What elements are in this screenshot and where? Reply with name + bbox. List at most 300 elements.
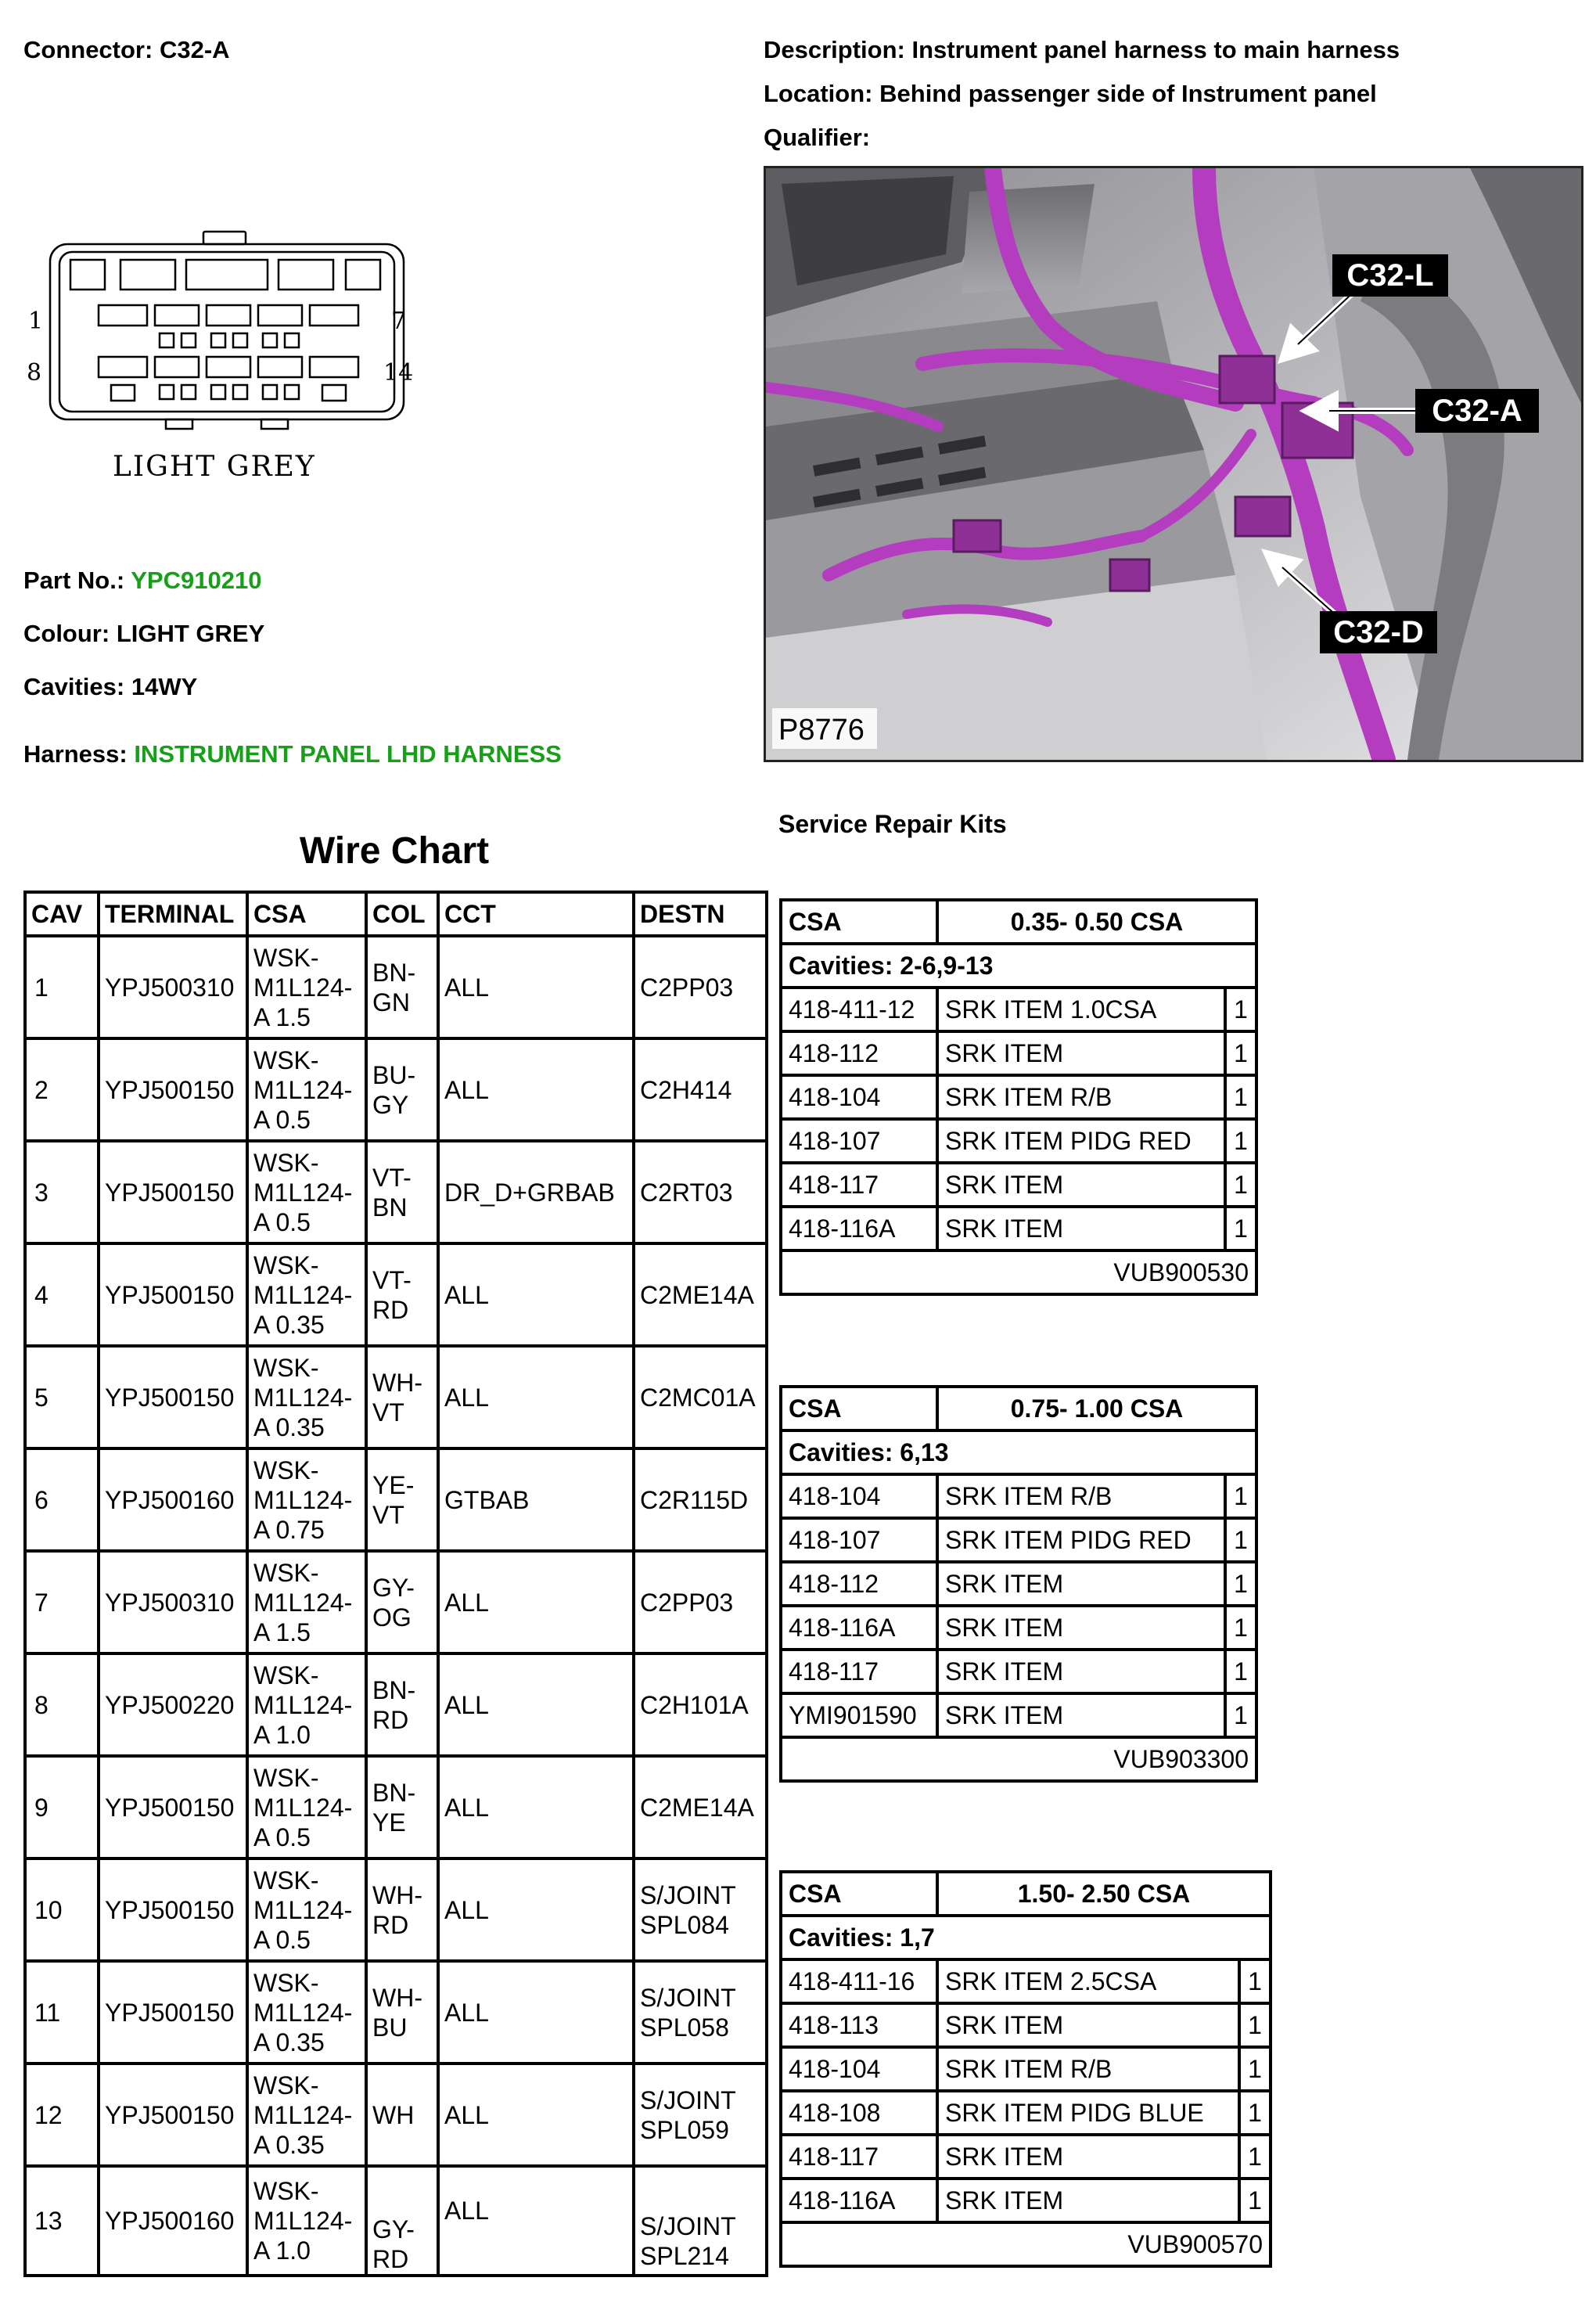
kit-item-qty: 1 [1225, 1650, 1256, 1693]
photo-id: P8776 [778, 714, 864, 747]
cell-terminal-line: YPJ500310 [105, 1588, 235, 1617]
kit-item-row [781, 1119, 1256, 1163]
cell-terminal-line: YPJ500150 [105, 1178, 235, 1207]
cell-col-line: OG [372, 1603, 412, 1632]
cell-destn-line: S/JOINT [640, 1983, 736, 2012]
cell-destn-line: C2MC01A [640, 1383, 756, 1412]
cell-csa-line: M1L124- [253, 1998, 353, 2027]
cell-csa [247, 1858, 366, 1961]
cell-cct-line: ALL [444, 1998, 489, 2027]
cell-csa-line: A 0.5 [253, 1925, 311, 1954]
cell-destn-line: SPL058 [640, 2013, 729, 2042]
harness-label: Harness: [23, 740, 128, 768]
cell-destn-line: S/JOINT [640, 2212, 736, 2240]
kit-item-desc: SRK ITEM [937, 1207, 1225, 1250]
kit-item-qty: 1 [1239, 2179, 1271, 2222]
cell-col-line: BN- [372, 1675, 416, 1704]
cell-cct-line: ALL [444, 2100, 489, 2129]
header-cct: CCT [438, 892, 634, 936]
cell-csa-line: A 0.35 [253, 1310, 325, 1339]
cell-destn [634, 1551, 767, 1653]
cell-col-line: YE- [372, 1470, 415, 1499]
kit-item-qty: 1 [1225, 1518, 1256, 1562]
kit-item-desc: SRK ITEM [937, 1650, 1225, 1693]
kit-item-qty: 1 [1239, 2003, 1271, 2047]
cell-col-line: WH- [372, 1368, 422, 1397]
header-cav: CAV [25, 892, 99, 936]
kit-csa-label: CSA [781, 900, 937, 944]
cell-csa [247, 1653, 366, 1756]
wire-row [25, 1141, 767, 1243]
cell-csa-line: M1L124- [253, 1588, 353, 1617]
kit-cavities-row [781, 944, 1256, 988]
kit-item-qty: 1 [1225, 1207, 1256, 1250]
description-value: Instrument panel harness to main harness [911, 36, 1400, 63]
cell-terminal [99, 1448, 247, 1551]
cell-col-line: RD [372, 1295, 409, 1324]
cell-csa-line: A 1.0 [253, 2236, 311, 2265]
cell-col-line: WH- [372, 1880, 422, 1909]
colour-value: LIGHT GREY [116, 620, 265, 647]
kit-item-desc: SRK ITEM PIDG BLUE [937, 2091, 1239, 2135]
cell-csa-line: A 0.35 [253, 2130, 325, 2159]
kit-csa-range: 0.75- 1.00 CSA [937, 1387, 1256, 1430]
cell-cct-line: ALL [444, 2197, 489, 2225]
wire-row [25, 2166, 767, 2276]
cell-cct-line: ALL [444, 1383, 489, 1412]
kit-item-qty: 1 [1239, 1959, 1271, 2003]
callout-c32-d: C32-D [1333, 615, 1424, 649]
kit-item-qty: 1 [1239, 2091, 1271, 2135]
cell-csa-line: WSK- [253, 1353, 319, 1382]
cell-col-line: RD [372, 2245, 409, 2273]
cell-terminal [99, 1858, 247, 1961]
cell-cct-line: DR_D+GRBAB [444, 1178, 615, 1207]
wire-row [25, 1243, 767, 1346]
kit-item-code: 418-117 [781, 1163, 937, 1207]
cell-destn-line: S/JOINT [640, 1880, 736, 1909]
kit-item-desc: SRK ITEM [937, 1606, 1225, 1650]
location-label: Location: [764, 80, 873, 107]
cell-cct-line: ALL [444, 1588, 489, 1617]
cell-csa [247, 1346, 366, 1448]
kit-item-code: 418-112 [781, 1031, 937, 1075]
cell-csa [247, 1961, 366, 2064]
cell-destn [634, 1448, 767, 1551]
kit-item-row [781, 1207, 1256, 1250]
cell-csa [247, 936, 366, 1038]
cell-csa [247, 1551, 366, 1653]
cell-cav-line: 1 [34, 973, 49, 1002]
kit-item-desc: SRK ITEM PIDG RED [937, 1119, 1225, 1163]
cell-destn-line: S/JOINT [640, 2085, 736, 2114]
kit-item-desc: SRK ITEM PIDG RED [937, 1518, 1225, 1562]
cell-csa-line: M1L124- [253, 1485, 353, 1514]
kit-cavities: Cavities: 1,7 [781, 1916, 1271, 1959]
cell-col-line: GN [372, 988, 410, 1016]
cavities-label: Cavities: [23, 673, 125, 700]
kit-item-desc: SRK ITEM R/B [937, 1474, 1225, 1518]
cell-terminal [99, 1038, 247, 1141]
cell-csa-line: WSK- [253, 2071, 319, 2100]
cell-terminal [99, 1243, 247, 1346]
location-value: Behind passenger side of Instrument panel [879, 80, 1377, 107]
kit-item-row [781, 1693, 1256, 1737]
cell-terminal-line: YPJ500150 [105, 1075, 235, 1104]
cell-col [366, 1448, 438, 1551]
cell-csa-line: M1L124- [253, 973, 353, 1002]
cell-csa-line: A 0.5 [253, 1105, 311, 1134]
kit-item-code: 418-117 [781, 1650, 937, 1693]
cell-csa-line: M1L124- [253, 1793, 353, 1822]
harness-line [23, 740, 562, 768]
connector-label: Connector: [23, 36, 153, 63]
cell-cav-line: 11 [34, 1998, 61, 2027]
kit-item-row [781, 1650, 1256, 1693]
wire-row [25, 2064, 767, 2166]
cell-cav [25, 1346, 99, 1448]
connector-face-svg [22, 227, 429, 493]
harness-value: INSTRUMENT PANEL LHD HARNESS [134, 740, 562, 768]
cell-cav-line: 3 [34, 1178, 49, 1207]
part-no-line [23, 567, 261, 595]
cell-csa [247, 1038, 366, 1141]
wire-chart-header-row [25, 892, 767, 936]
cell-col-line: YE [372, 1808, 406, 1837]
cell-destn [634, 1243, 767, 1346]
cell-cav [25, 1448, 99, 1551]
kit-item-row [781, 2003, 1271, 2047]
cell-terminal [99, 1346, 247, 1448]
cell-cav-line: 9 [34, 1793, 49, 1822]
cell-cct [438, 1756, 634, 1858]
connector-face-drawing [22, 227, 429, 493]
cell-destn-line: C2PP03 [640, 1588, 734, 1617]
cell-cav [25, 1961, 99, 2064]
wire-row [25, 1653, 767, 1756]
kit-csa-label: CSA [781, 1872, 937, 1916]
cell-cav [25, 936, 99, 1038]
cell-cav [25, 1243, 99, 1346]
cell-csa-line: WSK- [253, 1763, 319, 1792]
cell-cct-line: ALL [444, 1793, 489, 1822]
cell-col-line: WH [372, 2100, 415, 2129]
kit-item-code: YMI901590 [781, 1693, 937, 1737]
kit-csa-range: 1.50- 2.50 CSA [937, 1872, 1271, 1916]
wire-row [25, 1346, 767, 1448]
cell-csa-line: A 1.5 [253, 1617, 311, 1646]
cell-csa-line: A 0.5 [253, 1822, 311, 1851]
kit-header-row [781, 1872, 1271, 1916]
connector-heading [23, 36, 230, 64]
kit-item-desc: SRK ITEM [937, 1163, 1225, 1207]
cell-cav [25, 1858, 99, 1961]
cell-csa [247, 1243, 366, 1346]
cell-col-line: BU- [372, 1060, 416, 1089]
cell-cct [438, 1551, 634, 1653]
cell-col [366, 1346, 438, 1448]
cell-csa-line: A 0.5 [253, 1207, 311, 1236]
cell-cav-line: 13 [34, 2207, 63, 2235]
cell-csa [247, 2166, 366, 2276]
cell-cct-line: ALL [444, 1280, 489, 1309]
cell-csa-line: M1L124- [253, 1383, 353, 1412]
kit-item-code: 418-116A [781, 1606, 937, 1650]
cell-csa-line: WSK- [253, 1866, 319, 1894]
cell-col-line: VT [372, 1398, 404, 1427]
kit-item-desc: SRK ITEM 2.5CSA [937, 1959, 1239, 2003]
cell-col-line: BU [372, 2013, 408, 2042]
cell-destn [634, 1038, 767, 1141]
kit-item-desc: SRK ITEM [937, 2179, 1239, 2222]
kit-csa-range: 0.35- 0.50 CSA [937, 900, 1256, 944]
location-photo-illustration [766, 168, 1581, 760]
colour-label: Colour: [23, 620, 110, 647]
cell-terminal [99, 1961, 247, 2064]
cell-terminal [99, 1756, 247, 1858]
kit-item-code: 418-107 [781, 1518, 937, 1562]
cell-csa-line: M1L124- [253, 2207, 353, 2235]
cell-terminal-line: YPJ500160 [105, 2207, 235, 2235]
service-kits-title: Service Repair Kits [778, 810, 1007, 838]
cell-cct [438, 2064, 634, 2166]
cell-cct-line: ALL [444, 1690, 489, 1719]
kit-cavities-row [781, 1916, 1271, 1959]
kit-item-row [781, 1606, 1256, 1650]
cell-cav [25, 1551, 99, 1653]
cell-csa-line: A 1.0 [253, 1720, 311, 1749]
cavities-value: 14WY [131, 673, 198, 700]
service-kit-table [779, 898, 1258, 1296]
kit-item-code: 418-116A [781, 2179, 937, 2222]
cell-csa-line: WSK- [253, 1045, 319, 1074]
wire-row [25, 936, 767, 1038]
qualifier-line [764, 124, 870, 152]
kit-item-row [781, 1163, 1256, 1207]
cell-col-line: GY- [372, 2215, 415, 2243]
cell-col [366, 1756, 438, 1858]
cell-col [366, 936, 438, 1038]
kit-item-desc: SRK ITEM [937, 1693, 1225, 1737]
kit-footer-row [781, 1250, 1256, 1294]
wire-row [25, 1551, 767, 1653]
wire-chart-title: Wire Chart [299, 830, 490, 872]
cell-cct-line: ALL [444, 973, 489, 1002]
cell-cav-line: 8 [34, 1690, 49, 1719]
cell-col [366, 1141, 438, 1243]
cell-destn-line: C2RT03 [640, 1178, 733, 1207]
kit-item-qty: 1 [1239, 2047, 1271, 2091]
cell-terminal [99, 2064, 247, 2166]
cell-col-line: BN- [372, 958, 416, 987]
cell-terminal-line: YPJ500150 [105, 1383, 235, 1412]
kit-item-code: 418-116A [781, 1207, 937, 1250]
colour-line [23, 620, 264, 648]
cell-col-line: RD [372, 1705, 409, 1734]
connector-colour-caption: LIGHT GREY [113, 451, 316, 483]
callout-c32-a: C32-A [1432, 394, 1522, 428]
kit-item-desc: SRK ITEM [937, 2135, 1239, 2179]
kit-item-desc: SRK ITEM [937, 1031, 1225, 1075]
cell-cav [25, 1141, 99, 1243]
cell-cav-line: 7 [34, 1588, 49, 1617]
description-line [764, 36, 1400, 64]
cell-cct-line: GTBAB [444, 1485, 530, 1514]
cell-terminal [99, 2166, 247, 2276]
cell-col-line: BN- [372, 1778, 416, 1807]
kit-item-row [781, 1518, 1256, 1562]
cell-cct [438, 1858, 634, 1961]
cell-col-line: VT [372, 1500, 404, 1529]
cell-col [366, 1961, 438, 2064]
kit-item-qty: 1 [1225, 1474, 1256, 1518]
kit-item-code: 418-104 [781, 1075, 937, 1119]
cell-cct-line: ALL [444, 1895, 489, 1924]
cell-col [366, 1653, 438, 1756]
kit-footer-row [781, 2222, 1271, 2266]
cell-col [366, 2166, 438, 2276]
cell-col-line: GY- [372, 1573, 415, 1602]
cell-destn-line: SPL059 [640, 2115, 729, 2144]
cell-cct [438, 1141, 634, 1243]
cell-terminal-line: YPJ500150 [105, 1895, 235, 1924]
cell-destn-line: C2H101A [640, 1690, 749, 1719]
kit-header-row [781, 1387, 1256, 1430]
kit-item-qty: 1 [1225, 1562, 1256, 1606]
cell-cav [25, 1756, 99, 1858]
cell-cct [438, 1038, 634, 1141]
kit-item-row [781, 2179, 1271, 2222]
kit-item-desc: SRK ITEM R/B [937, 2047, 1239, 2091]
cell-cav-line: 12 [34, 2100, 63, 2129]
kit-item-desc: SRK ITEM [937, 1562, 1225, 1606]
cell-csa-line: A 0.35 [253, 1412, 325, 1441]
cell-cav-line: 10 [34, 1895, 63, 1924]
cell-col-line: RD [372, 1910, 409, 1939]
kit-item-code: 418-104 [781, 2047, 937, 2091]
location-line [764, 80, 1377, 108]
kit-item-code: 418-411-12 [781, 988, 937, 1031]
service-kit-table [779, 1385, 1258, 1783]
cell-terminal-line: YPJ500150 [105, 1793, 235, 1822]
cell-csa-line: M1L124- [253, 2100, 353, 2129]
qualifier-label: Qualifier: [764, 124, 871, 151]
cell-cav [25, 2064, 99, 2166]
kit-csa-label: CSA [781, 1387, 937, 1430]
part-no-value: YPC910210 [131, 567, 262, 594]
cell-csa-line: WSK- [253, 2177, 319, 2205]
cell-destn-line: SPL084 [640, 1910, 729, 1939]
cavities-line [23, 673, 197, 701]
kit-header-row [781, 900, 1256, 944]
wire-row [25, 1756, 767, 1858]
kit-number: VUB900570 [781, 2222, 1271, 2266]
kit-item-row [781, 1031, 1256, 1075]
cell-cct [438, 1243, 634, 1346]
cell-terminal-line: YPJ500150 [105, 2100, 235, 2129]
cell-destn [634, 1756, 767, 1858]
cell-terminal-line: YPJ500150 [105, 1280, 235, 1309]
cell-destn [634, 2166, 767, 2276]
cell-terminal [99, 1653, 247, 1756]
kit-item-code: 418-117 [781, 2135, 937, 2179]
cell-terminal-line: YPJ500150 [105, 1998, 235, 2027]
cell-csa-line: M1L124- [253, 1280, 353, 1309]
kit-item-code: 418-108 [781, 2091, 937, 2135]
cell-csa-line: WSK- [253, 1455, 319, 1484]
kit-cavities: Cavities: 6,13 [781, 1430, 1256, 1474]
kit-item-code: 418-104 [781, 1474, 937, 1518]
cell-csa [247, 2064, 366, 2166]
kit-item-qty: 1 [1225, 1163, 1256, 1207]
cell-destn [634, 1141, 767, 1243]
cell-col-line: WH- [372, 1983, 422, 2012]
kit-cavities-row [781, 1430, 1256, 1474]
cell-csa-line: WSK- [253, 943, 319, 972]
kit-item-desc: SRK ITEM R/B [937, 1075, 1225, 1119]
cell-csa-line: M1L124- [253, 1075, 353, 1104]
cell-destn [634, 1858, 767, 1961]
cell-cav [25, 1038, 99, 1141]
kit-item-row [781, 988, 1256, 1031]
wire-chart-table [23, 891, 768, 2277]
cell-terminal-line: YPJ500310 [105, 973, 235, 1002]
callout-c32-l: C32-L [1346, 258, 1434, 293]
location-photo [764, 166, 1583, 762]
kit-item-qty: 1 [1225, 1031, 1256, 1075]
kit-item-qty: 1 [1225, 1693, 1256, 1737]
kit-item-qty: 1 [1239, 2135, 1271, 2179]
header-destn: DESTN [634, 892, 767, 936]
cell-destn [634, 1961, 767, 2064]
cell-terminal [99, 1141, 247, 1243]
kit-item-row [781, 1562, 1256, 1606]
cell-terminal [99, 1551, 247, 1653]
header-csa: CSA [247, 892, 366, 936]
connector-value: C32-A [159, 36, 230, 63]
kit-item-desc: SRK ITEM [937, 2003, 1239, 2047]
cell-csa-line: A 1.5 [253, 1002, 311, 1031]
kit-item-code: 418-113 [781, 2003, 937, 2047]
cell-destn-line: C2ME14A [640, 1793, 754, 1822]
cell-csa-line: A 0.75 [253, 1515, 325, 1544]
cell-terminal-line: YPJ500220 [105, 1690, 235, 1719]
kit-item-row [781, 2135, 1271, 2179]
pin-1-label: 1 [28, 308, 44, 335]
description-label: Description: [764, 36, 905, 63]
cell-cav-line: 4 [34, 1280, 49, 1309]
kit-number: VUB900530 [781, 1250, 1256, 1294]
cell-csa-line: WSK- [253, 1968, 319, 1997]
cell-cct [438, 2166, 634, 2276]
kit-item-row [781, 1959, 1271, 2003]
kit-item-code: 418-112 [781, 1562, 937, 1606]
cell-cct [438, 1653, 634, 1756]
cell-terminal-line: YPJ500160 [105, 1485, 235, 1514]
kit-item-qty: 1 [1225, 988, 1256, 1031]
cell-csa-line: M1L124- [253, 1178, 353, 1207]
cell-destn [634, 1653, 767, 1756]
pin-8-label: 8 [27, 359, 42, 387]
kit-cavities: Cavities: 2-6,9-13 [781, 944, 1256, 988]
cell-col-line: VT- [372, 1265, 412, 1294]
wire-row [25, 1961, 767, 2064]
cell-destn-line: C2H414 [640, 1075, 732, 1104]
cell-cav-line: 2 [34, 1075, 49, 1104]
header-col: COL [366, 892, 438, 936]
cell-destn-line: C2PP03 [640, 973, 734, 1002]
cell-csa-line: WSK- [253, 1250, 319, 1279]
